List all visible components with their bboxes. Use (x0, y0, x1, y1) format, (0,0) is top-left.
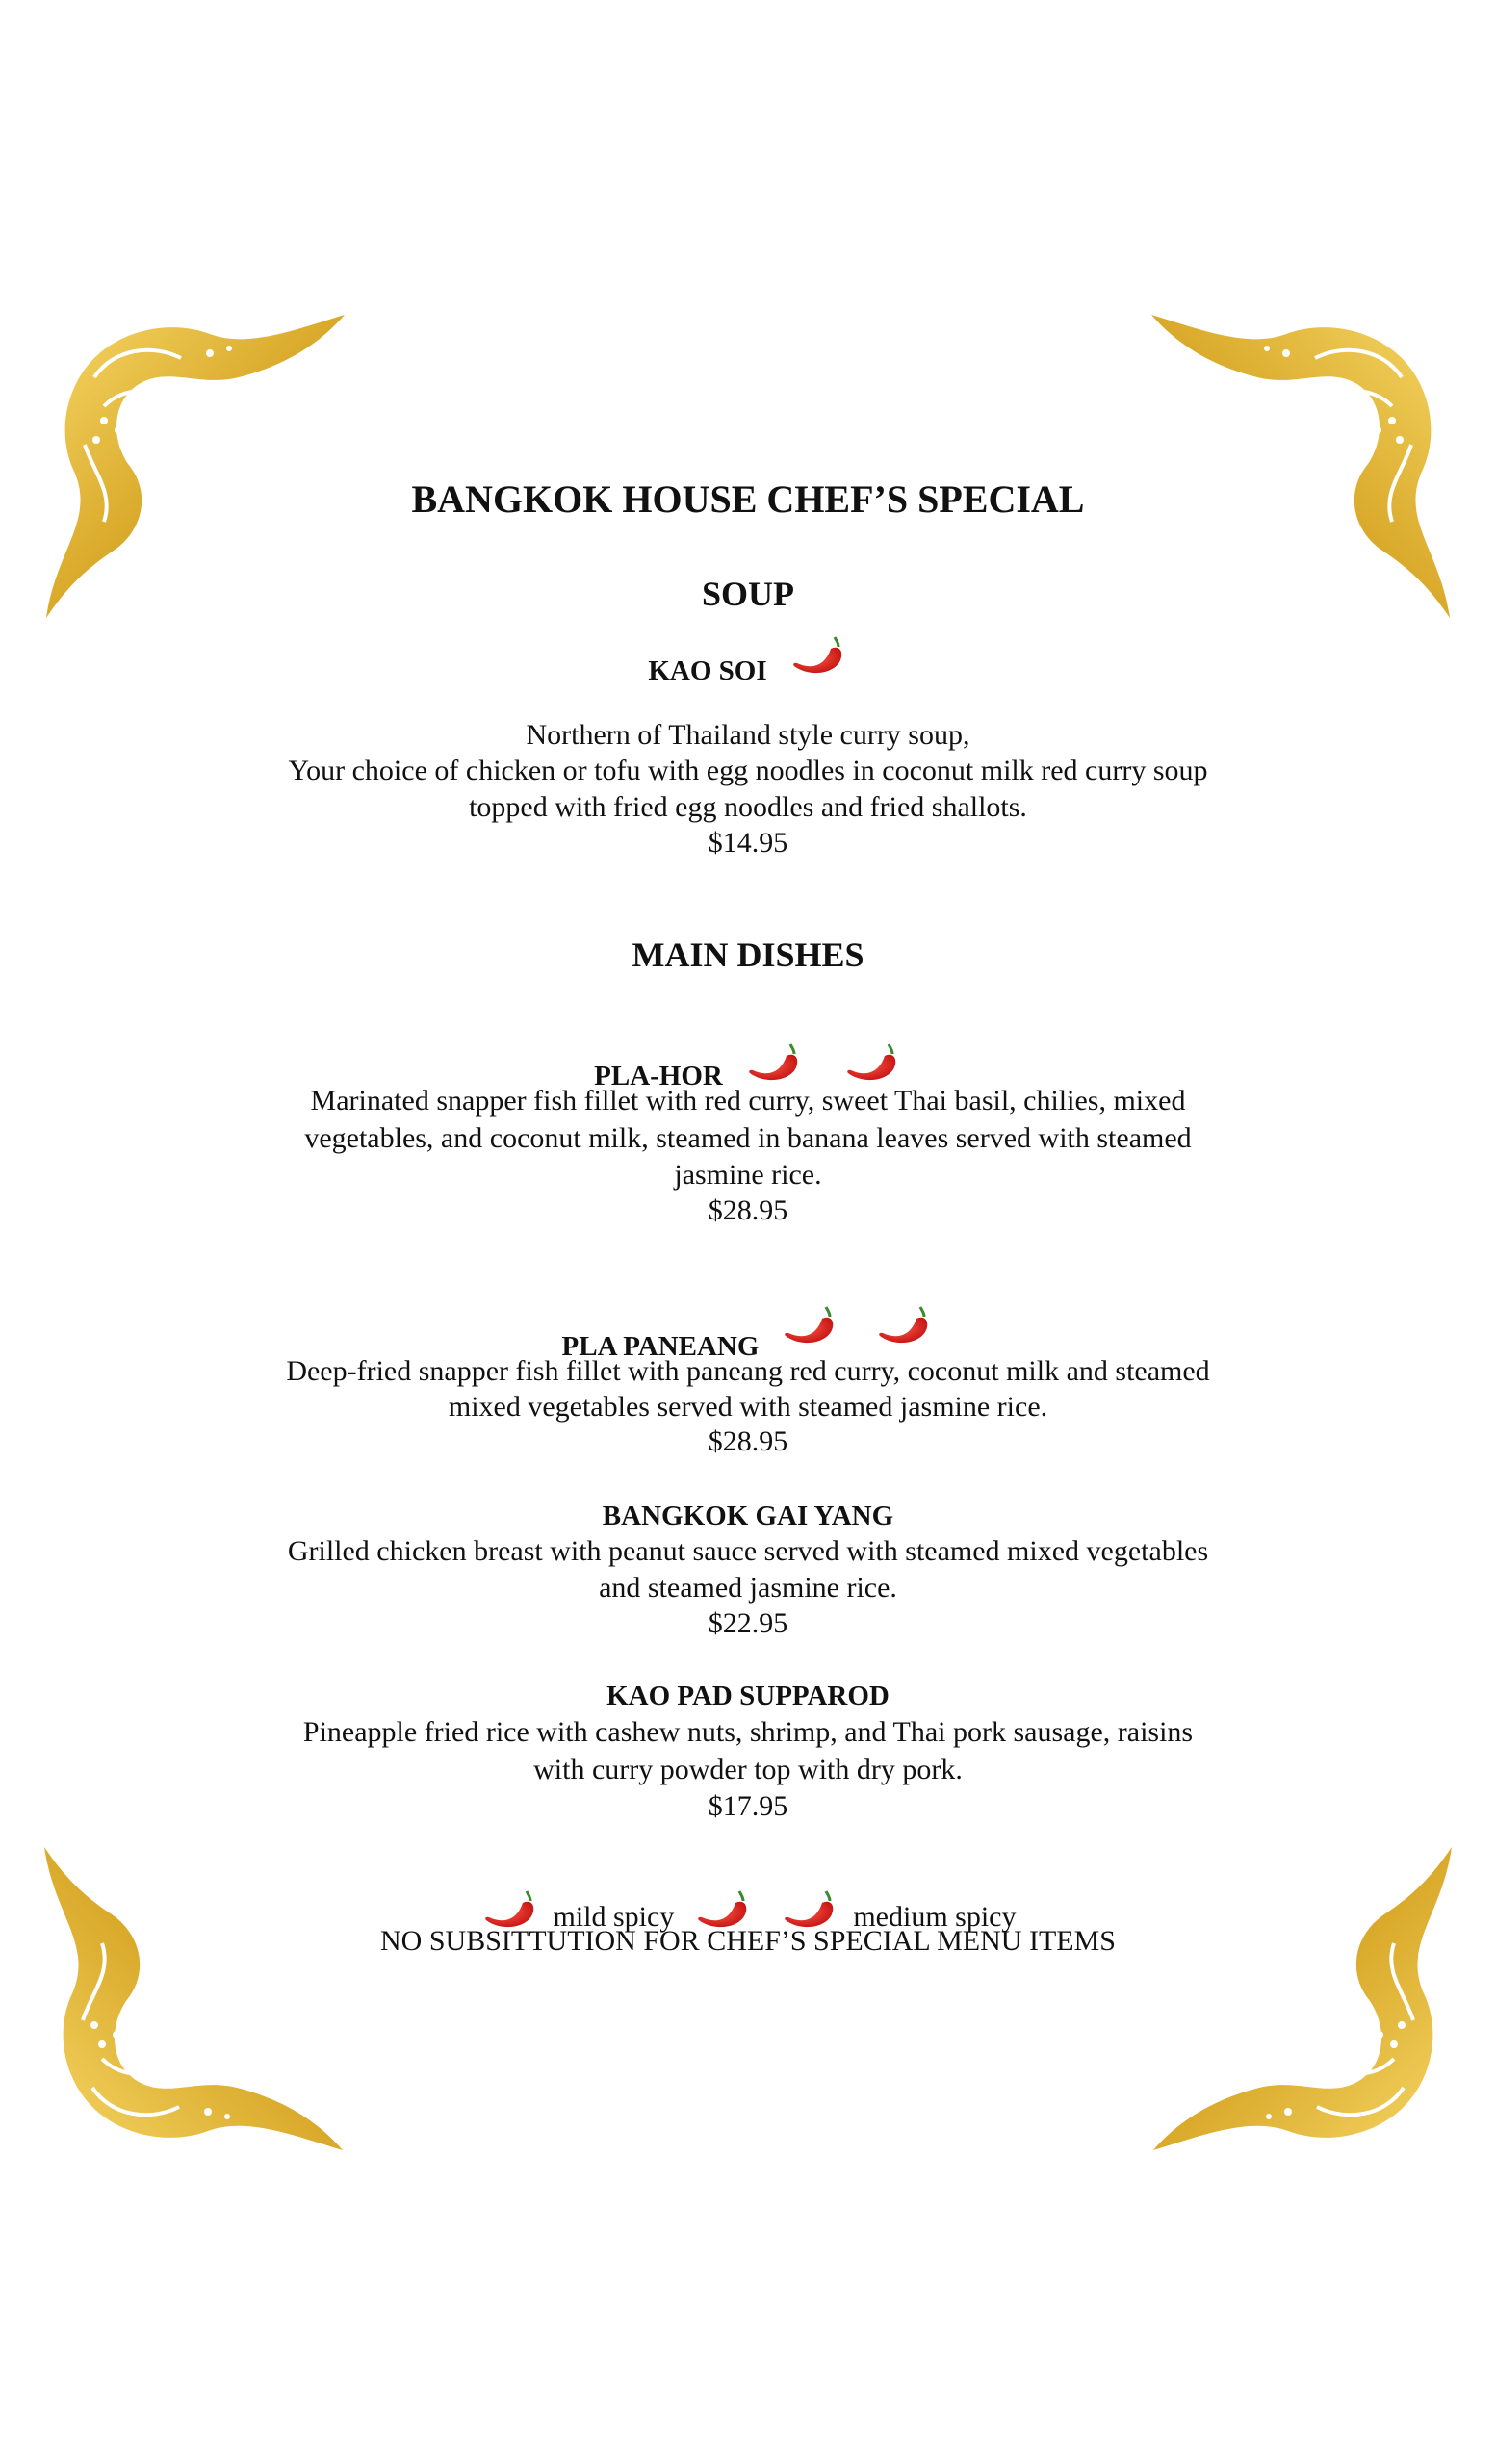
dish-description: Marinated snapper fish fillet with red curry, sweet Thai basil, chilies, mixed (310, 1085, 1186, 1116)
dish-description: vegetables, and coconut milk, steamed in banana leaves served with steamed (304, 1122, 1192, 1154)
chili-icon (780, 1303, 839, 1351)
dish-name-kao-soi (0, 641, 1496, 689)
dish-description: with curry powder top with dry pork. (533, 1754, 963, 1785)
dish-price: $22.95 (708, 1607, 788, 1639)
chili-icon (874, 1303, 934, 1351)
dish-name: PLA PANEANG (561, 1331, 760, 1362)
section-heading-main: MAIN DISHES (632, 936, 864, 974)
dish-name: KAO SOI (648, 655, 767, 686)
dish-description: Grilled chicken breast with peanut sauce served with steamed mixed vegetables (287, 1535, 1209, 1567)
dish-name-gai-yang: BANGKOK GAI YANG (602, 1501, 894, 1531)
dish-price: $28.95 (708, 1425, 788, 1457)
dish-description: and steamed jasmine rice. (599, 1572, 897, 1604)
dish-description: mixed vegetables served with steamed jasmine rice. (448, 1391, 1048, 1423)
dish-description: topped with fried egg noodles and fried shallots. (469, 791, 1027, 823)
dish-price: $14.95 (708, 827, 788, 859)
chili-icon (788, 633, 848, 681)
dish-description: Your choice of chicken or tofu with egg noodles in coconut milk red curry soup (288, 755, 1208, 786)
chili-icon (744, 1040, 804, 1089)
legend-mild-label: mild spicy (553, 1901, 675, 1933)
dish-name-kao-pad-supparod: KAO PAD SUPPAROD (606, 1681, 890, 1711)
dish-price: $28.95 (708, 1194, 788, 1226)
dish-description: Deep-fried snapper fish fillet with paneang red curry, coconut milk and steamed (286, 1355, 1210, 1387)
dish-description: Pineapple fried rice with cashew nuts, shrimp, and Thai pork sausage, raisins (302, 1716, 1194, 1748)
section-heading-soup: SOUP (701, 575, 794, 613)
legend-medium-label: medium spicy (853, 1901, 1017, 1933)
dish-description: jasmine rice. (674, 1159, 822, 1191)
chili-icon (842, 1040, 902, 1089)
menu-title: BANGKOK HOUSE CHEF’S SPECIAL (411, 477, 1085, 521)
dish-description: Northern of Thailand style curry soup, (526, 719, 970, 751)
dish-price: $17.95 (708, 1790, 788, 1822)
substitution-note: NO SUBSITTUTION FOR CHEF’S SPECIAL MENU ITEMS (380, 1925, 1116, 1957)
dish-name: PLA-HOR (594, 1061, 723, 1091)
